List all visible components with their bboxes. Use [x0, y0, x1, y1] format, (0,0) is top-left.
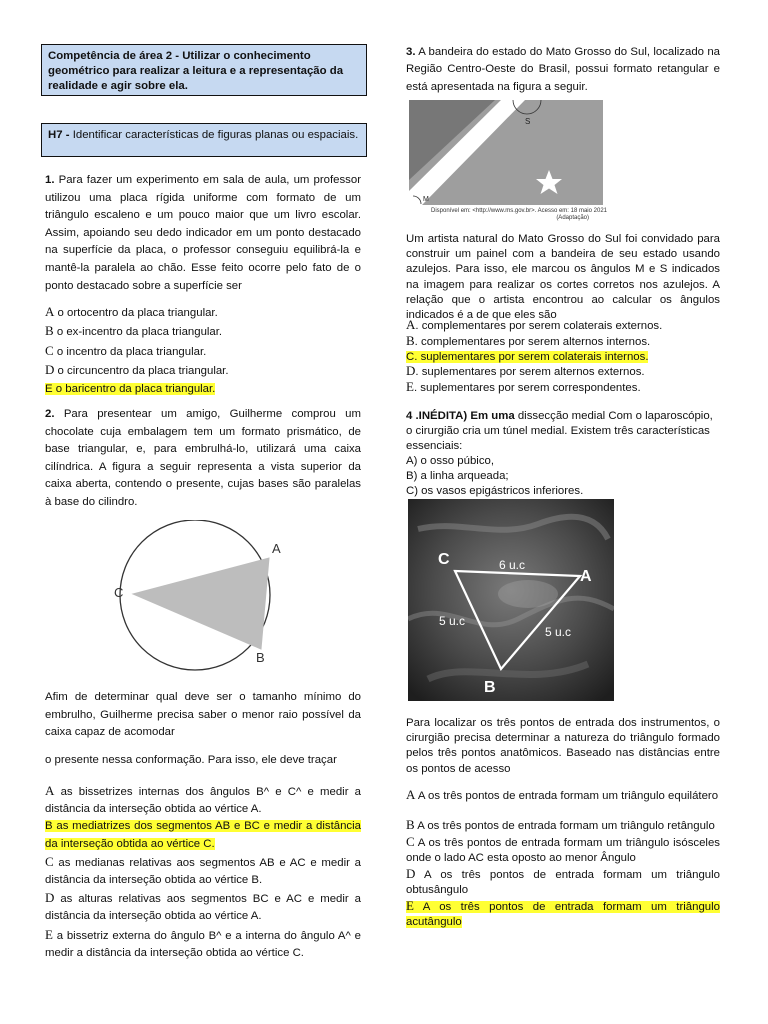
habilidade-text: Identificar características de figuras planas ou espaciais.: [69, 129, 359, 141]
q1-options: [45, 303, 365, 398]
flag-caption-note: (Adaptação): [556, 215, 589, 221]
flag-caption: [427, 208, 607, 222]
q4-text2: Para localizar os três pontos de entrada dos instrumentos, o cirurgião precisa determinar a natureza do triângulo formado pelos três pontos anatômicos. Baseado nas distâncias entre os pontos de acesso: [406, 717, 720, 775]
q4-item-a: A) o osso púbico,: [406, 455, 495, 467]
q4-number: 4 .INÉDITA): [406, 410, 468, 422]
q2-circle-figure: [105, 520, 305, 680]
q2-number: 2.: [45, 408, 55, 420]
q3-options: [406, 318, 722, 396]
q3-option-e[interactable]: E. suplementares por serem correspondentes.: [406, 379, 641, 395]
point-c-label: C: [438, 551, 450, 568]
q2-text-continued: [45, 689, 361, 742]
habilidade-code: H7 -: [48, 129, 70, 141]
q2-text2: Afim de determinar qual deve ser o tamanho mínimo do embrulho, Guilherme precisa saber o menor raio possível da caixa capaz de acomodar: [45, 691, 361, 739]
q2-option-c[interactable]: C as medianas relativas aos segmentos AB e AC e medir a distância da interseção obtida ao vértice B.: [45, 853, 361, 887]
q3-option-c[interactable]: C. suplementares por serem colaterais internos.: [406, 350, 649, 363]
q3-text-continued: [406, 232, 720, 323]
q4-option-e[interactable]: E A os três pontos de entrada formam um triângulo acutângulo: [406, 898, 720, 928]
competencia-box: [41, 44, 367, 96]
q1-text: Para fazer um experimento em sala de aula, um professor utilizou uma placa rígida uniforme com formato de um triângulo escaleno e um pouco maior que um livro escolar. Assim, apoiando seu dedo indicador em um ponto destacado na superfície da placa, o professor conseguiu equilibrá-la e mantê-la paralela ao chão. Esse feito ocorre pelo fato de o ponto destacado sobre a superfície ser: [45, 174, 361, 292]
q3-option-d[interactable]: D. suplementares por serem alternos externos.: [406, 363, 645, 379]
question-3: [406, 44, 720, 96]
q1-option-d[interactable]: D o circuncentro da placa triangular.: [45, 362, 229, 378]
q4-option-b[interactable]: B A os três pontos de entrada formam um triângulo retângulo: [406, 817, 715, 832]
side-ab-label: 5 u.c: [545, 625, 572, 639]
vertex-b-label: B: [256, 650, 265, 665]
side-cb-label: 5 u.c: [439, 614, 466, 628]
vertex-c-label: C: [114, 585, 124, 600]
question-1: [45, 172, 361, 295]
q4-option-c[interactable]: C A os três pontos de entrada formam um triângulo isósceles onde o lado AC esta oposto ao menor Ângulo: [406, 834, 720, 864]
q1-option-a[interactable]: A o ortocentro da placa triangular.: [45, 304, 218, 319]
q4-lead: Em uma: [467, 410, 515, 422]
q4-option-d[interactable]: D A os três pontos de entrada formam um triângulo obtusângulo: [406, 866, 720, 896]
q4-option-a[interactable]: A A os três pontos de entrada formam um triângulo equilátero: [406, 787, 719, 802]
q4-item-b: B) a linha arqueada;: [406, 470, 509, 482]
side-ca-label: 6 u.c: [499, 558, 526, 572]
q2-option-a[interactable]: A as bissetrizes internas dos ângulos B^ e C^ e medir a distância da interseção obtida ao vértice A.: [45, 783, 361, 816]
q3-option-b[interactable]: B. complementares por serem alternos internos.: [406, 332, 651, 348]
q3-text: A bandeira do estado do Mato Grosso do Sul, localizado na Região Centro-Oeste do Brasil, possui formato retangular e está apresentada na figura a seguir.: [406, 46, 720, 93]
q2-text: Para presentear um amigo, Guilherme comprou um chocolate cuja embalagem tem um formato prismático, de base triangular, e, para embrulhá-lo, utilizará uma caixa cilíndrica. A figura a seguir representa a vista superior da caixa aberta, contendo o presente, cujas bases são paralelas à base do cilindro.: [45, 408, 361, 508]
habilidade-box: [41, 123, 367, 157]
ms-flag-figure: [409, 100, 603, 205]
competencia-title: Competência de área 2 - Utilizar o conhecimento geométrico para realizar a leitura e a representação da realidade e agir sobre ela.: [48, 50, 344, 92]
question-4: [406, 409, 722, 499]
q4-item-c: C) os vasos epigástricos inferiores.: [406, 485, 584, 497]
q1-option-b[interactable]: B o ex-incentro da placa triangular.: [45, 323, 223, 339]
angle-m-label: M: [423, 196, 429, 203]
q4-text: dissecção medial Com o laparoscópio, o cirurgião cria um túnel medial. Existem três características essenciais:: [406, 410, 713, 452]
angle-s-label: S: [525, 117, 531, 126]
q1-option-c[interactable]: C o incentro da placa triangular.: [45, 342, 207, 358]
flag-caption-source: Disponível em: <http://www.ms.gov.br>. Acesso em: 18 maio 2021: [431, 208, 607, 214]
q4-text-continued: [406, 716, 720, 777]
q3-text2: Um artista natural do Mato Grosso do Sul foi convidado para construir um painel com a bandeira de seu estado usando azulejos. Para isso, ele marcou os ângulos M e S indicados na imagem para realizar os cortes corretos nos azulejos. A relação que o artista encontrou ao calcular os ângulos indicados é a de que eles são: [406, 233, 720, 322]
question-2: [45, 406, 361, 512]
prism-triangle: [133, 558, 269, 649]
q2-options: [45, 782, 361, 962]
q2-option-d[interactable]: D as alturas relativas aos segmentos BC e AC e medir a distância da interseção obtida ao vértice A.: [45, 890, 361, 923]
q3-number: 3.: [406, 46, 416, 58]
tissue-highlight: [498, 580, 558, 608]
q3-option-a[interactable]: A. complementares por serem colaterais externos.: [406, 317, 663, 332]
q1-option-e[interactable]: E o baricentro da placa triangular.: [45, 382, 216, 395]
q2-text-continued-2: [45, 753, 365, 768]
point-b-label: B: [484, 679, 496, 696]
laparoscopy-figure: [408, 499, 614, 701]
vertex-a-label: A: [272, 541, 281, 556]
q4-options: [406, 787, 720, 930]
point-a-label: A: [580, 568, 592, 585]
q1-number: 1.: [45, 174, 55, 186]
q2-option-b[interactable]: B as mediatrizes dos segmentos AB e BC e medir a distância da interseção obtida ao vértice C.: [45, 820, 361, 850]
q2-text3: o presente nessa conformação. Para isso, ele deve traçar: [45, 754, 337, 766]
q2-option-e[interactable]: E a bissetriz externa do ângulo B^ e a interna do ângulo A^ e medir a distância da interseção obtida ao vértice C.: [45, 926, 361, 959]
